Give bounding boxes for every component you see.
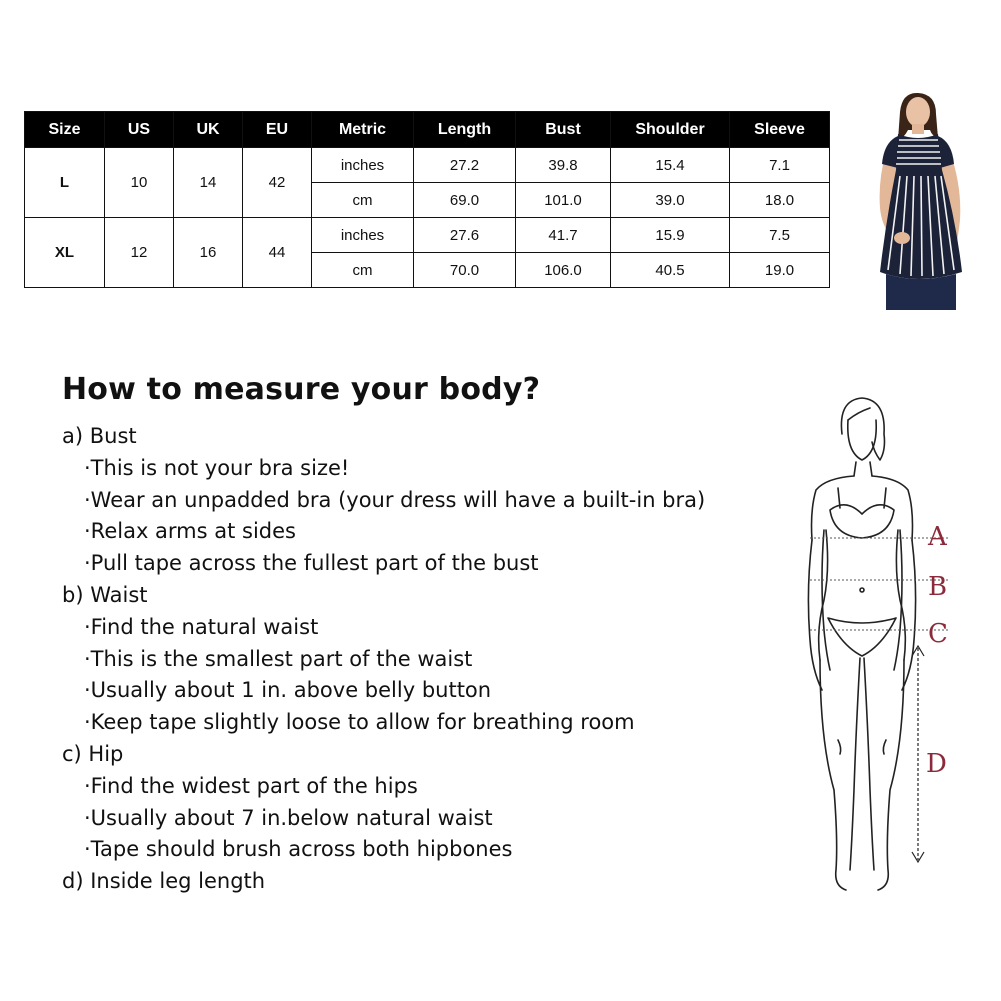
- guide-bullet: ·Tape should brush across both hipbones: [84, 837, 513, 862]
- section-heading: a) Bust: [62, 424, 137, 448]
- header-size: Size: [25, 112, 105, 148]
- guide-title: How to measure your body?: [62, 372, 541, 407]
- size-chart-table: [24, 111, 830, 288]
- section-heading: b) Waist: [62, 582, 148, 607]
- table-row: [25, 218, 830, 253]
- section-heading: d) Inside leg length: [62, 869, 266, 894]
- section-inside-leg: [62, 866, 782, 898]
- header-metric: Metric: [312, 112, 414, 148]
- length-cell: 70.0: [414, 253, 516, 288]
- guide-bullet: ·This is the smallest part of the waist: [84, 646, 473, 671]
- guide-bullet: ·Find the natural waist: [84, 614, 319, 639]
- header-uk: UK: [174, 112, 243, 148]
- length-cell: 27.6: [414, 218, 516, 253]
- shoulder-cell: 15.9: [611, 218, 730, 253]
- guide-bullet: ·Usually about 1 in. above belly button: [84, 678, 492, 703]
- shoulder-cell: 40.5: [611, 253, 730, 288]
- model-jeans: [886, 274, 956, 310]
- bust-cell: 41.7: [516, 218, 611, 253]
- header-length: Length: [414, 112, 516, 148]
- label-d: D: [926, 749, 947, 779]
- body-measurement-diagram: [790, 390, 970, 910]
- metric-cell: inches: [312, 218, 414, 253]
- eu-cell: 42: [243, 148, 312, 218]
- table-header-row: [25, 112, 830, 148]
- sleeve-cell: 19.0: [730, 253, 830, 288]
- section-hip: [62, 739, 782, 866]
- measurement-guide: [62, 372, 782, 898]
- size-cell: XL: [25, 218, 105, 288]
- inside-leg-arrow: [912, 646, 924, 862]
- bust-cell: 106.0: [516, 253, 611, 288]
- section-waist: [62, 580, 782, 739]
- us-cell: 12: [105, 218, 174, 288]
- uk-cell: 14: [174, 148, 243, 218]
- size-cell: L: [25, 148, 105, 218]
- sleeve-cell: 18.0: [730, 183, 830, 218]
- metric-cell: inches: [312, 148, 414, 183]
- header-sleeve: Sleeve: [730, 112, 830, 148]
- metric-cell: cm: [312, 183, 414, 218]
- section-heading: c) Hip: [62, 741, 124, 766]
- label-c: C: [928, 619, 948, 649]
- us-cell: 10: [105, 148, 174, 218]
- model-face: [906, 97, 930, 127]
- guide-bullet: ·Pull tape across the fullest part of the bust: [84, 551, 539, 576]
- header-eu: EU: [243, 112, 312, 148]
- body-outline: [808, 398, 915, 890]
- guide-bullet: ·Wear an unpadded bra (your dress will have a built-in bra): [84, 487, 706, 512]
- guide-bullet: ·Find the widest part of the hips: [84, 773, 418, 798]
- guide-bullet: ·Relax arms at sides: [84, 519, 296, 544]
- sleeve-cell: 7.5: [730, 218, 830, 253]
- sleeve-cell: 7.1: [730, 148, 830, 183]
- table-row: [25, 148, 830, 183]
- guide-bullet: ·Usually about 7 in.below natural waist: [84, 805, 493, 830]
- length-cell: 27.2: [414, 148, 516, 183]
- shoulder-cell: 39.0: [611, 183, 730, 218]
- guide-bullet: ·Keep tape slightly loose to allow for breathing room: [84, 710, 635, 735]
- header-bust: Bust: [516, 112, 611, 148]
- guide-bullet: ·This is not your bra size!: [84, 455, 350, 480]
- bust-cell: 101.0: [516, 183, 611, 218]
- label-a: A: [928, 522, 947, 552]
- model-photo: [852, 90, 982, 310]
- header-us: US: [105, 112, 174, 148]
- shoulder-cell: 15.4: [611, 148, 730, 183]
- section-bust: [62, 421, 782, 580]
- metric-cell: cm: [312, 253, 414, 288]
- label-b: B: [928, 572, 948, 602]
- uk-cell: 16: [174, 218, 243, 288]
- eu-cell: 44: [243, 218, 312, 288]
- length-cell: 69.0: [414, 183, 516, 218]
- bust-cell: 39.8: [516, 148, 611, 183]
- header-shoulder: Shoulder: [611, 112, 730, 148]
